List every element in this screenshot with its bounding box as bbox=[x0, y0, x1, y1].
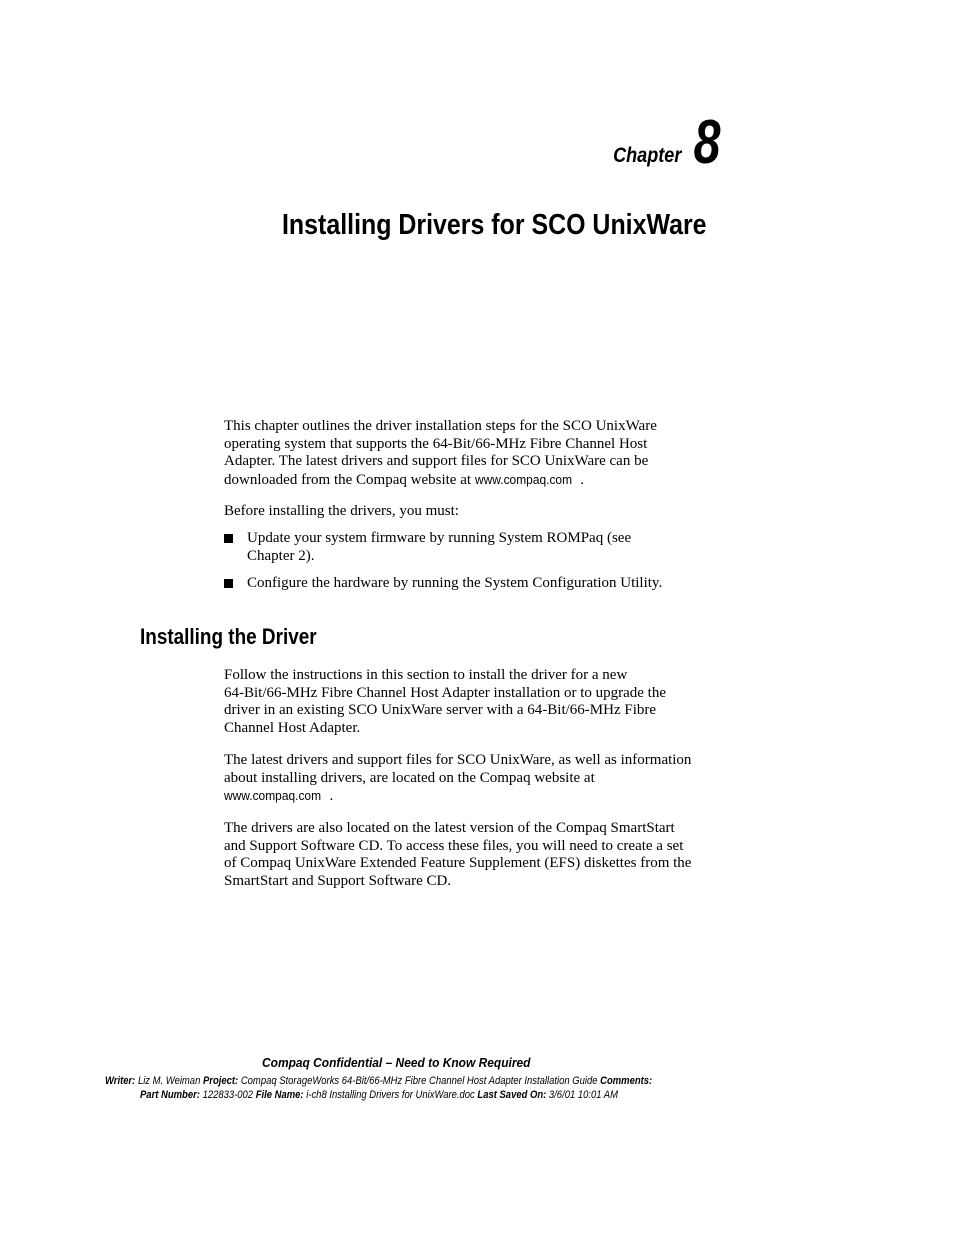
bullet-text bbox=[247, 530, 631, 565]
text-line: Update your system firmware by running System ROMPaq (see bbox=[247, 530, 632, 546]
text-line: SmartStart and Support Software CD. bbox=[224, 872, 452, 889]
text-line bbox=[224, 787, 724, 806]
text-line: operating system that supports the 64-Bit/66-MHz Fibre Channel Host bbox=[224, 435, 648, 452]
chapter-word: Chapter bbox=[613, 144, 682, 167]
section-paragraph bbox=[224, 752, 724, 806]
text-line: The drivers are also located on the latest version of the Compaq SmartStart bbox=[224, 820, 675, 836]
text-line: Channel Host Adapter. bbox=[224, 719, 361, 736]
footer-confidential: Compaq Confidential – Need to Know Required bbox=[262, 1055, 531, 1070]
bullet-text: Configure the hardware by running the System Configuration Utility. bbox=[247, 575, 663, 591]
footer-writer-line bbox=[105, 1075, 652, 1087]
bullet-marker bbox=[224, 579, 233, 588]
website-link[interactable]: www.compaq.com bbox=[474, 471, 572, 487]
footer-value: 122833-002 bbox=[202, 1089, 254, 1101]
footer-label: File Name: bbox=[255, 1089, 304, 1101]
section-title: Installing the Driver bbox=[140, 624, 317, 649]
footer-label: Writer: bbox=[105, 1075, 136, 1087]
footer-label: Project: bbox=[202, 1075, 239, 1087]
text-line: 64-Bit/66-MHz Fibre Channel Host Adapter installation or to upgrade the bbox=[224, 684, 667, 701]
footer-label: Comments: bbox=[600, 1075, 653, 1087]
chapter-label bbox=[602, 108, 720, 177]
section-paragraph bbox=[224, 667, 724, 737]
bullet-item bbox=[224, 575, 704, 593]
chapter-title: Installing Drivers for SCO UnixWare bbox=[282, 209, 707, 241]
footer-value: Compaq StorageWorks 64-Bit/66-MHz Fibre Channel Host Adapter Installation Guide bbox=[240, 1075, 598, 1087]
footer-value: Liz M. Weiman bbox=[137, 1075, 201, 1087]
text-fragment: . bbox=[329, 788, 334, 804]
bullet-marker bbox=[224, 534, 233, 543]
text-line: and Support Software CD. To access these files, you will need to create a set bbox=[224, 837, 684, 854]
text-line: Adapter. The latest drivers and support files for SCO UnixWare can be bbox=[224, 453, 649, 469]
text-line: about installing drivers, are located on the Compaq website at bbox=[224, 769, 595, 786]
text-line: of Compaq UnixWare Extended Feature Supplement (EFS) diskettes from the bbox=[224, 855, 692, 871]
chapter-number: 8 bbox=[693, 108, 720, 177]
footer-value: 3/6/01 10:01 AM bbox=[548, 1089, 618, 1101]
text-line: This chapter outlines the driver installation steps for the SCO UnixWare bbox=[224, 418, 657, 434]
text-line: Chapter 2). bbox=[247, 547, 315, 564]
website-link[interactable]: www.compaq.com bbox=[224, 788, 322, 803]
text-fragment: downloaded from the Compaq website at bbox=[224, 471, 472, 488]
intro-paragraph bbox=[224, 418, 724, 489]
bullet-item bbox=[224, 530, 704, 566]
footer-value: i-ch8 Installing Drivers for UnixWare.doc bbox=[306, 1089, 475, 1101]
text-fragment: . bbox=[580, 471, 585, 488]
footer-label: Last Saved On: bbox=[477, 1089, 547, 1101]
text-line bbox=[224, 471, 724, 490]
footer-file-line bbox=[140, 1089, 618, 1101]
prerequisite-intro: Before installing the drivers, you must: bbox=[224, 503, 459, 519]
footer-label: Part Number: bbox=[140, 1089, 200, 1101]
text-line: The latest drivers and support files for SCO UnixWare, as well as information bbox=[224, 752, 692, 768]
text-line: Follow the instructions in this section to install the driver for a new bbox=[224, 667, 628, 683]
section-paragraph bbox=[224, 820, 724, 890]
text-line: driver in an existing SCO UnixWare server with a 64-Bit/66-MHz Fibre bbox=[224, 702, 657, 718]
